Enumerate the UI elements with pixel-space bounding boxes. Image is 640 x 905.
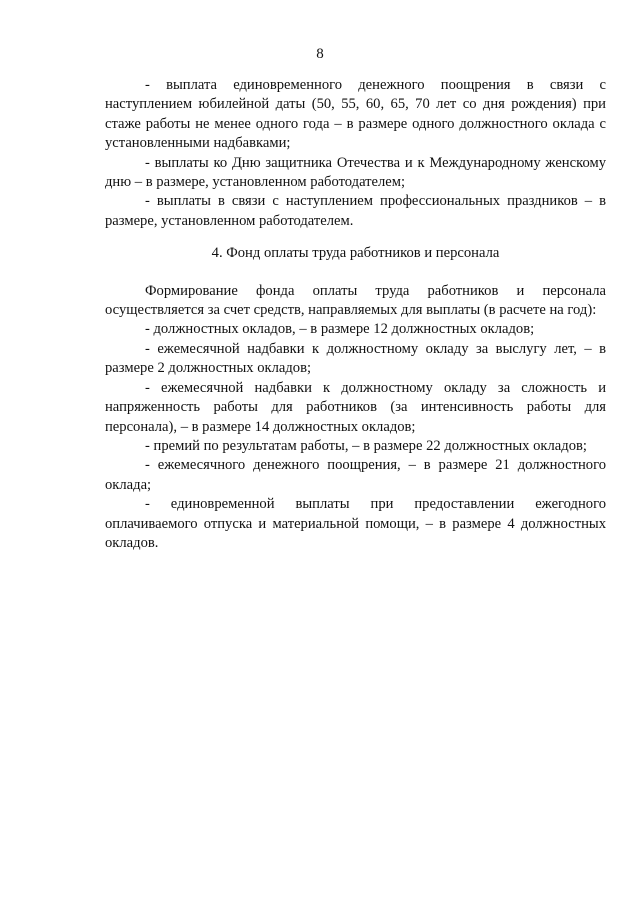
paragraph-seniority-allowance: - ежемесячной надбавки к должностному окладу за выслугу лет, – в размере 2 должностных окладов; bbox=[105, 340, 606, 377]
paragraph-performance-bonus: - премий по результатам работы, – в размере 22 должностных окладов; bbox=[145, 437, 587, 454]
paragraph-professional-holidays: - выплаты в связи с наступлением профессиональных праздников – в размере, установленном работодателем. bbox=[105, 193, 606, 229]
document-body bbox=[105, 76, 606, 553]
section-heading: 4. Фонд оплаты труда работников и персонала bbox=[211, 245, 500, 262]
paragraph-fund-formation: Формирование фонда оплаты труда работников и персонала осуществляется за счет средств, направляемых для выплаты (в расчете на год): bbox=[105, 282, 606, 319]
page-number: 8 bbox=[316, 46, 324, 62]
paragraph-monthly-incentive: - ежемесячного денежного поощрения, – в размере 21 должностного оклада; bbox=[105, 457, 606, 493]
paragraph-holiday-payments: - выплаты ко Дню защитника Отечества и к Международному женскому дню – в размере, установленном работодателем; bbox=[105, 154, 606, 191]
paragraph-vacation-payment: - единовременной выплаты при предоставлении ежегодного оплачиваемого отпуска и материальной помощи, – в размере 4 должностных окладов. bbox=[105, 496, 606, 551]
paragraph-salaries: - должностных окладов, – в размере 12 должностных окладов; bbox=[145, 321, 535, 338]
paragraph-complexity-allowance: - ежемесячной надбавки к должностному окладу за сложность и напряженность работы для работников (за интенсивность работы для персонала), – в размере 14 должностных окладов; bbox=[105, 379, 606, 435]
paragraph-jubilee-bonus: - выплата единовременного денежного поощрения в связи с наступлением юбилейной даты (50, 55, 60, 65, 70 лет со дня рождения) при стаже работы не менее одного года – в размере одного должностного оклада с установленными надбавками; bbox=[105, 77, 606, 152]
